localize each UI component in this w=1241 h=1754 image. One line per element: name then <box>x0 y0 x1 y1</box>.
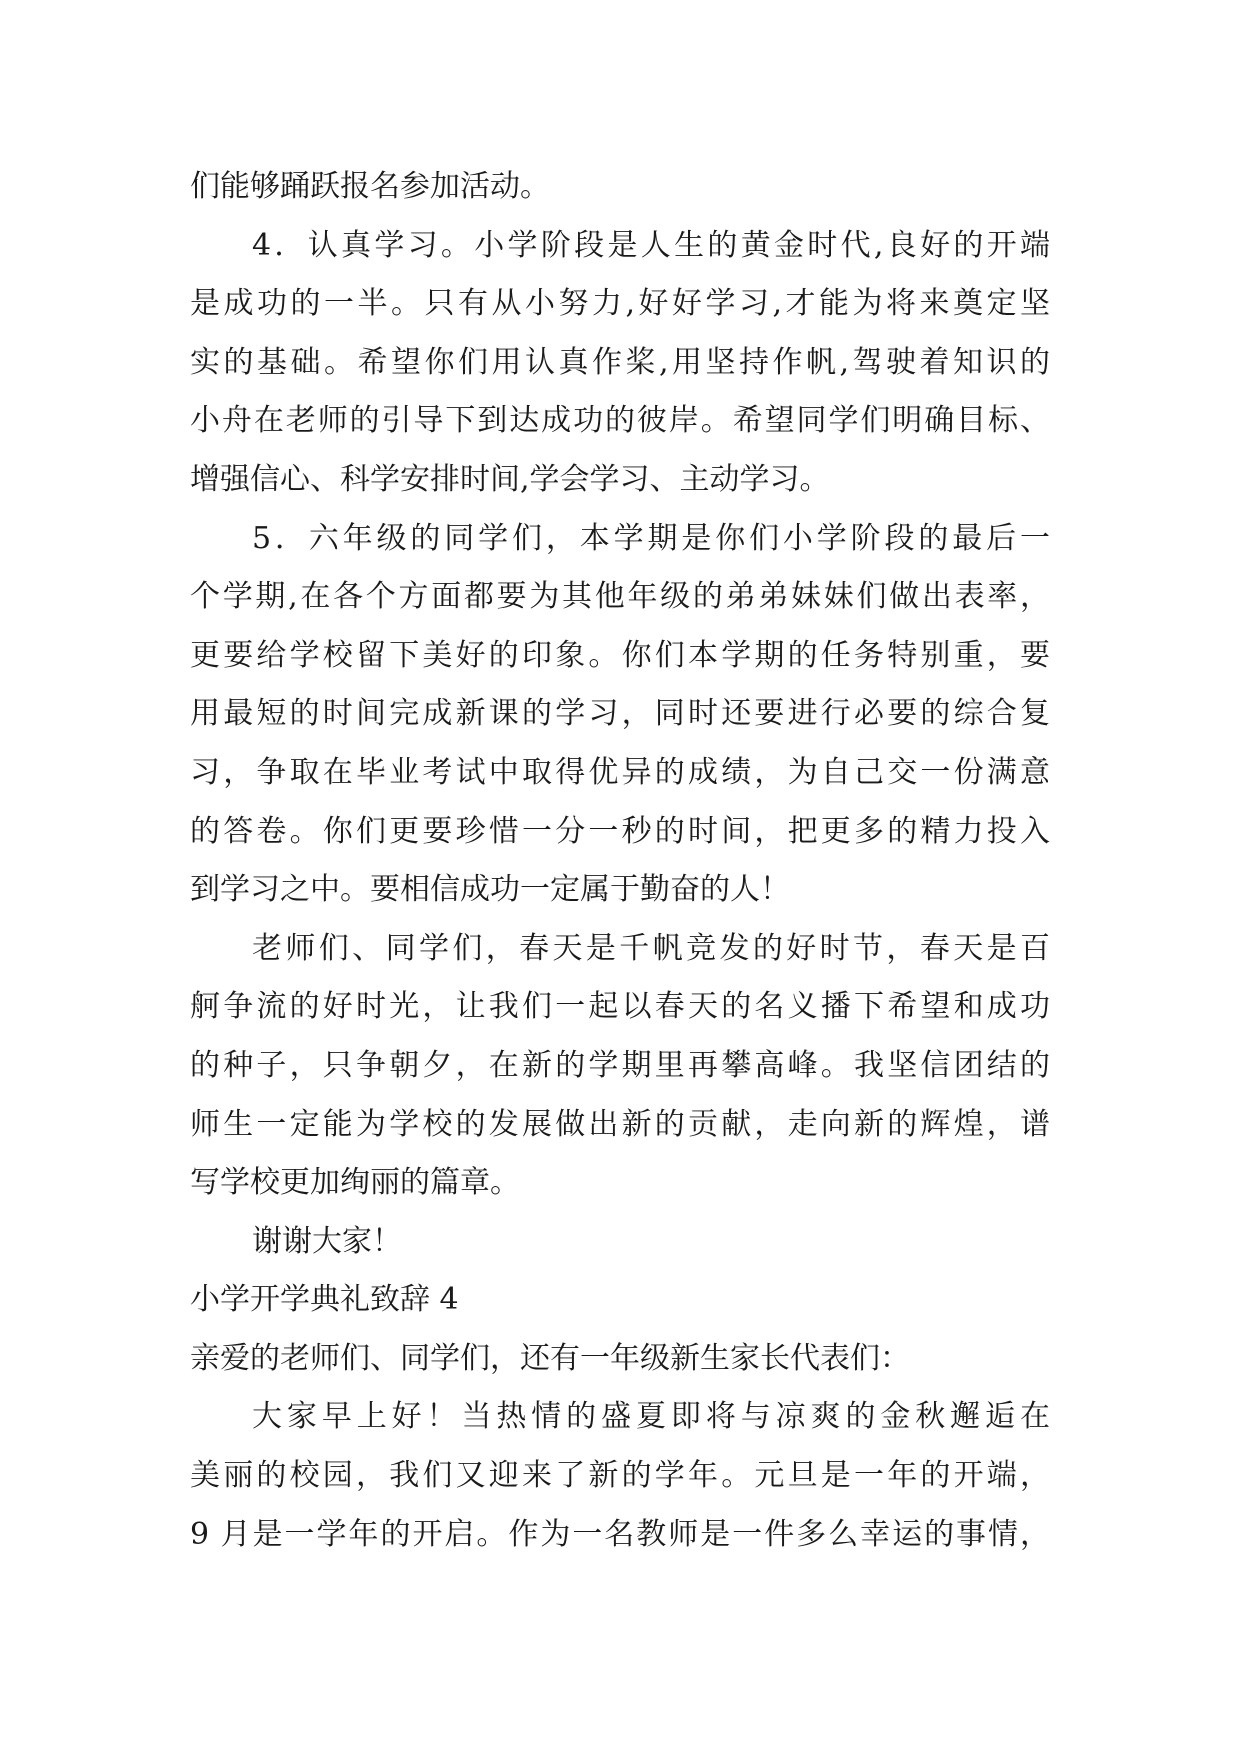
paragraph-line: 的种子，只争朝夕，在新的学期里再攀高峰。我坚信团结的 <box>190 1047 1050 1083</box>
paragraph-line: 是成功的一半。只有从小努力,好好学习,才能为将来奠定坚 <box>190 286 1050 322</box>
salutation: 亲爱的老师们、同学们，还有一年级新生家长代表们： <box>190 1340 910 1376</box>
paragraph-line: 增强信心、科学安排时间,学会学习、主动学习。 <box>190 461 830 497</box>
paragraph-line: 师生一定能为学校的发展做出新的贡献，走向新的辉煌，谱 <box>190 1106 1050 1142</box>
paragraph-line: 美丽的校园，我们又迎来了新的学年。元旦是一年的开端， <box>190 1458 1050 1494</box>
paragraph-line: 舸争流的好时光，让我们一起以春天的名义播下希望和成功 <box>190 989 1050 1025</box>
paragraph-line: 用最短的时间完成新课的学习，同时还要进行必要的综合复 <box>190 696 1050 732</box>
paragraph-line: 老师们、同学们，春天是千帆竞发的好时节，春天是百 <box>252 930 1050 966</box>
document-body <box>190 158 1050 1564</box>
paragraph-line: 更要给学校留下美好的印象。你们本学期的任务特别重，要 <box>190 637 1050 673</box>
section-heading: 小学开学典礼致辞 4 <box>190 1282 459 1318</box>
paragraph-line: 们能够踊跃报名参加活动。 <box>190 169 550 204</box>
paragraph-line: 的答卷。你们更要珍惜一分一秒的时间，把更多的精力投入 <box>190 813 1050 849</box>
paragraph-line: 小舟在老师的引导下到达成功的彼岸。希望同学们明确目标、 <box>190 403 1050 439</box>
closing-thanks: 谢谢大家！ <box>252 1223 402 1259</box>
paragraph-line: 写学校更加绚丽的篇章。 <box>190 1165 520 1201</box>
list-item-5-line: 5．六年级的同学们，本学期是你们小学阶段的最后一 <box>252 520 1050 556</box>
paragraph-line: 到学习之中。要相信成功一定属于勤奋的人！ <box>190 872 790 908</box>
paragraph-line: 习，争取在毕业考试中取得优异的成绩，为自己交一份满意 <box>190 754 1050 790</box>
paragraph-line: 实的基础。希望你们用认真作桨,用坚持作帆,驾驶着知识的 <box>190 344 1050 380</box>
paragraph-line: 个学期,在各个方面都要为其他年级的弟弟妹妹们做出表率， <box>190 579 1050 615</box>
paragraph-line: 9 月是一学年的开启。作为一名教师是一件多么幸运的事情， <box>190 1516 1050 1552</box>
paragraph-line: 大家早上好！当热情的盛夏即将与凉爽的金秋邂逅在 <box>252 1399 1050 1435</box>
list-item-4-line: 4．认真学习。小学阶段是人生的黄金时代,良好的开端 <box>252 227 1050 263</box>
